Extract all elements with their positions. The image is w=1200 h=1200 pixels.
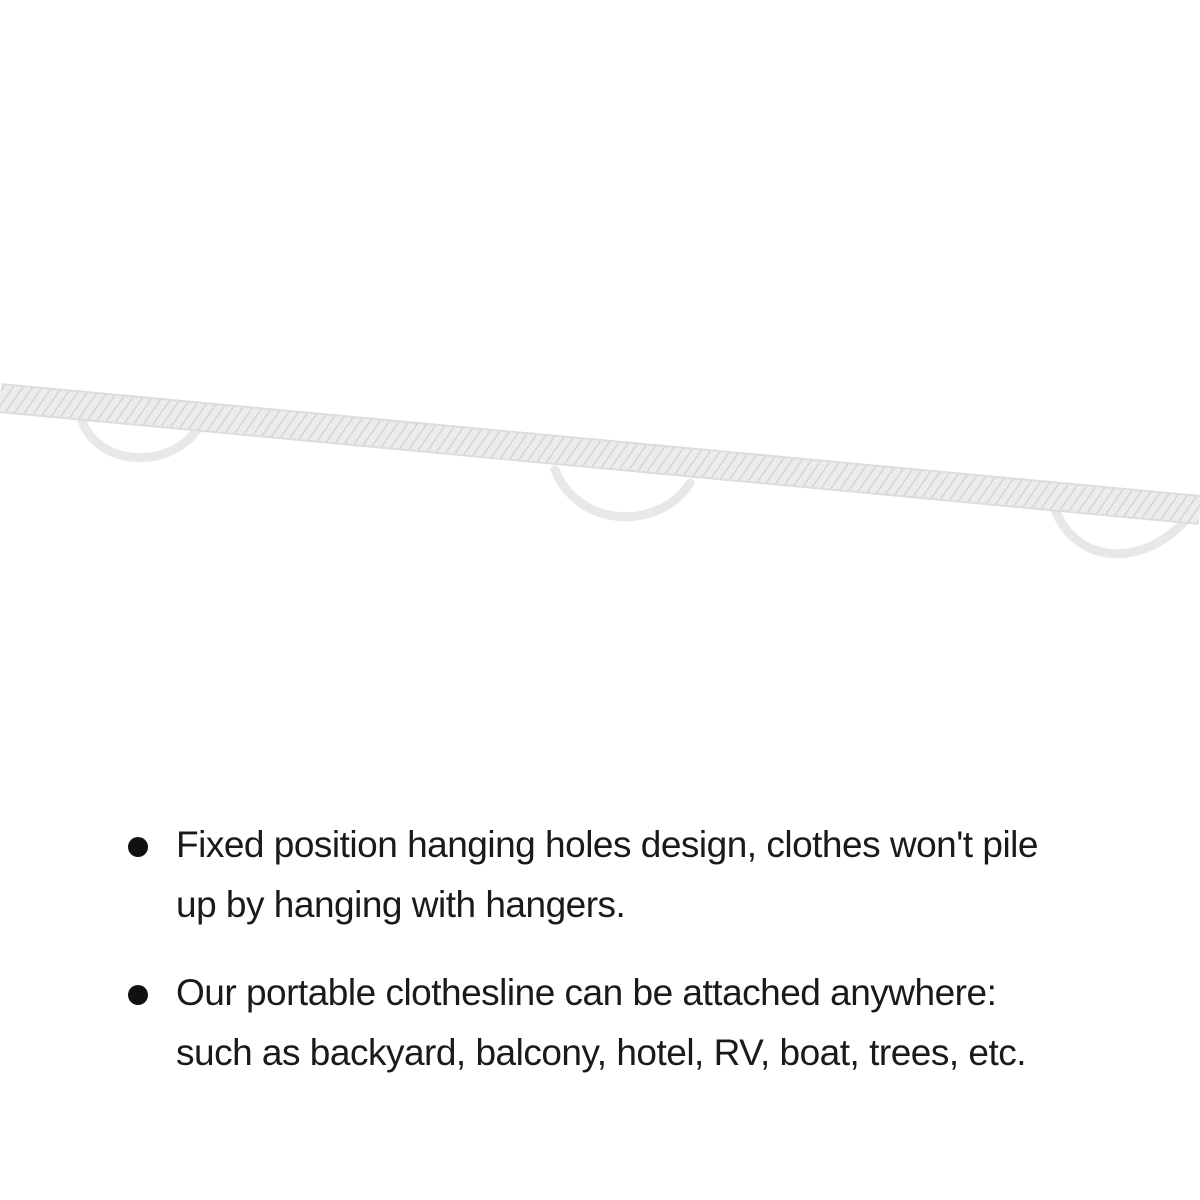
feature-item bbox=[128, 815, 1128, 935]
bullet-icon bbox=[128, 985, 148, 1005]
rope-texture bbox=[0, 398, 1200, 510]
bullet-icon bbox=[128, 837, 148, 857]
feature-text-line: Fixed position hanging holes design, clothes won't pile bbox=[176, 824, 1038, 865]
feature-text-line: such as backyard, balcony, hotel, RV, boat, trees, etc. bbox=[176, 1032, 1027, 1073]
feature-list bbox=[128, 815, 1128, 1111]
feature-text-line: up by hanging with hangers. bbox=[176, 884, 626, 925]
feature-text-line: Our portable clothesline can be attached anywhere: bbox=[176, 972, 997, 1013]
feature-item bbox=[128, 963, 1128, 1083]
hanging-loop bbox=[555, 470, 690, 517]
